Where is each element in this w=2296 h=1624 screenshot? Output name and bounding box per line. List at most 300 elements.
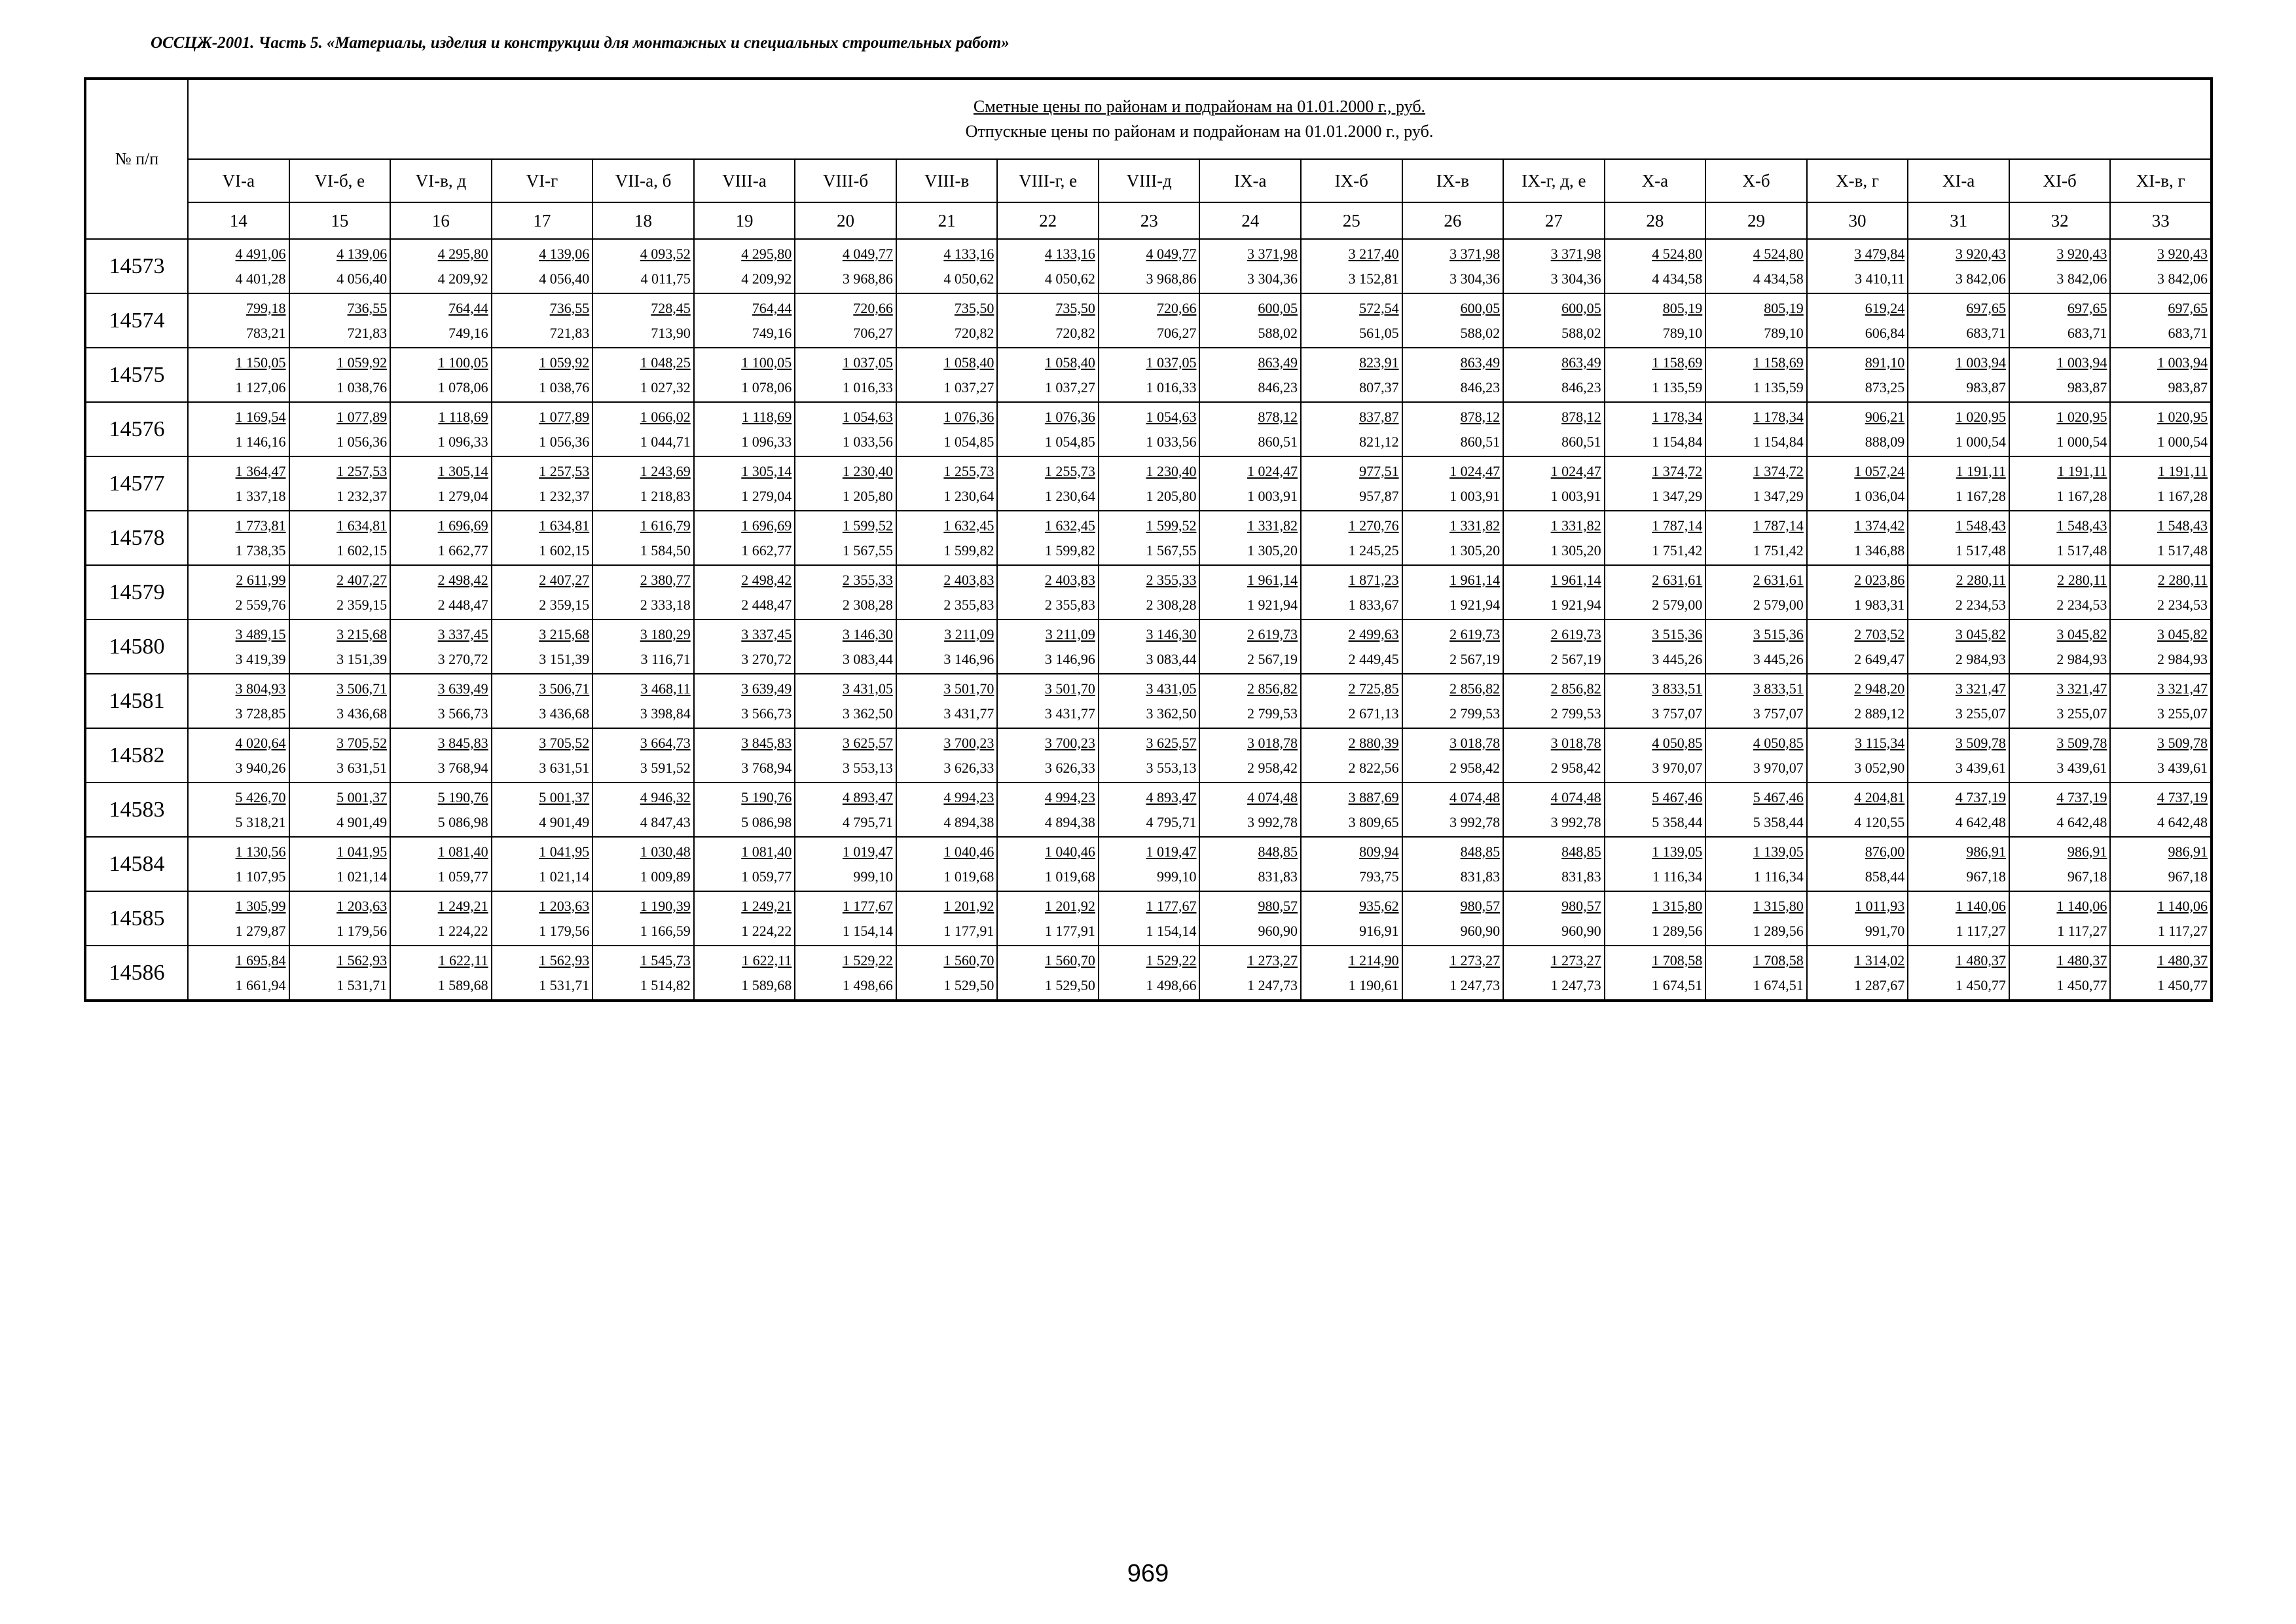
price-cell	[1099, 946, 1200, 1001]
estimate-price: 1 100,05	[437, 354, 488, 371]
price-cell	[795, 891, 896, 946]
estimate-price: 837,87	[1359, 408, 1399, 425]
release-price: 1 135,59	[1652, 378, 1703, 396]
release-price: 1 037,27	[1044, 378, 1095, 396]
price-cell	[2110, 946, 2212, 1001]
release-price: 3 436,68	[539, 705, 590, 722]
release-price: 1 003,91	[1247, 487, 1298, 504]
release-price: 1 000,54	[2157, 433, 2208, 450]
table-row	[85, 348, 2212, 402]
estimate-price: 1 622,11	[438, 951, 488, 969]
price-cell	[1199, 565, 1301, 619]
estimate-price: 3 920,43	[2157, 245, 2208, 262]
price-cell	[492, 619, 593, 674]
release-price: 3 968,86	[842, 270, 893, 287]
price-cell	[1199, 674, 1301, 728]
estimate-price: 2 498,42	[437, 571, 488, 588]
price-cell	[1503, 511, 1605, 565]
release-price: 821,12	[1359, 433, 1399, 450]
estimate-price: 3 625,57	[1146, 734, 1197, 751]
price-cell	[1099, 402, 1200, 456]
table-row	[85, 891, 2212, 946]
price-cell	[997, 348, 1099, 402]
release-price: 3 992,78	[1247, 813, 1298, 830]
release-price: 1 983,31	[1854, 596, 1905, 613]
release-price: 1 205,80	[842, 487, 893, 504]
estimate-price: 4 295,80	[437, 245, 488, 262]
price-cell	[896, 565, 998, 619]
release-price: 2 355,83	[943, 596, 994, 613]
region-header: VI-г	[492, 159, 593, 202]
price-cell	[1099, 293, 1200, 348]
estimate-price: 1 315,80	[1652, 897, 1703, 914]
estimate-price: 3 920,43	[2056, 245, 2107, 262]
price-cell	[2009, 891, 2111, 946]
price-cell	[1099, 837, 1200, 891]
estimate-price: 848,85	[1258, 843, 1298, 860]
release-price: 2 822,56	[1348, 759, 1399, 776]
price-cell	[1301, 619, 1402, 674]
release-price: 1 167,28	[2056, 487, 2107, 504]
price-cell	[289, 891, 391, 946]
release-price: 683,71	[2067, 324, 2107, 341]
release-price: 1 037,27	[943, 378, 994, 396]
release-price: 960,90	[1258, 922, 1298, 939]
estimate-price: 1 054,63	[842, 408, 893, 425]
release-price: 3 436,68	[337, 705, 388, 722]
release-price: 2 359,15	[539, 596, 590, 613]
estimate-price: 2 280,11	[2057, 571, 2107, 588]
release-price: 1 662,77	[741, 542, 792, 559]
release-price: 4 209,92	[741, 270, 792, 287]
price-cell	[896, 674, 998, 728]
release-price: 1 498,66	[842, 976, 893, 993]
release-price: 3 553,13	[1146, 759, 1197, 776]
estimate-price: 1 696,69	[741, 517, 792, 534]
release-price: 4 434,58	[1753, 270, 1804, 287]
estimate-price: 1 708,58	[1753, 951, 1804, 969]
column-number: 23	[1099, 202, 1200, 239]
price-cell	[1605, 239, 1706, 293]
release-price: 3 410,11	[1855, 270, 1905, 287]
price-cell	[592, 891, 694, 946]
price-cell	[2009, 783, 2111, 837]
estimate-price: 4 074,48	[1247, 788, 1298, 805]
estimate-price: 1 020,95	[1955, 408, 2006, 425]
release-price: 2 559,76	[235, 596, 286, 613]
estimate-price: 3 833,51	[1753, 680, 1804, 697]
table-row	[85, 402, 2212, 456]
price-cell	[492, 293, 593, 348]
price-cell	[1503, 946, 1605, 1001]
release-price: 1 016,33	[1146, 378, 1197, 396]
estimate-price: 1 314,02	[1854, 951, 1905, 969]
estimate-price: 3 887,69	[1348, 788, 1399, 805]
release-price: 3 992,78	[1550, 813, 1601, 830]
price-cell	[289, 728, 391, 783]
estimate-price: 1 190,39	[640, 897, 691, 914]
release-price: 2 448,47	[741, 596, 792, 613]
estimate-price: 3 664,73	[640, 734, 691, 751]
release-price: 1 305,20	[1247, 542, 1298, 559]
region-header: VI-в, д	[390, 159, 492, 202]
release-price: 1 347,29	[1753, 487, 1804, 504]
estimate-price: 3 515,36	[1652, 625, 1703, 642]
release-price: 1 589,68	[741, 976, 792, 993]
estimate-price: 2 631,61	[1652, 571, 1703, 588]
estimate-price: 1 040,46	[1044, 843, 1095, 860]
estimate-price: 572,54	[1359, 299, 1399, 316]
price-cell	[2009, 946, 2111, 1001]
release-price: 3 626,33	[1044, 759, 1095, 776]
table-row	[85, 511, 2212, 565]
estimate-price: 977,51	[1359, 462, 1399, 479]
release-price: 1 224,22	[741, 922, 792, 939]
row-code: 14573	[85, 239, 188, 293]
estimate-price: 2 403,83	[1044, 571, 1095, 588]
estimate-price: 3 180,29	[640, 625, 691, 642]
release-price: 3 151,39	[337, 650, 388, 667]
release-price: 4 894,38	[1044, 813, 1095, 830]
estimate-price: 1 257,53	[539, 462, 590, 479]
release-price: 561,05	[1359, 324, 1399, 341]
price-cell	[997, 891, 1099, 946]
price-cell	[1908, 456, 2009, 511]
price-cell	[390, 511, 492, 565]
estimate-price: 1 961,14	[1247, 571, 1298, 588]
estimate-price: 863,49	[1460, 354, 1501, 371]
price-cell	[1199, 891, 1301, 946]
release-price: 2 308,28	[842, 596, 893, 613]
estimate-price: 1 562,93	[337, 951, 388, 969]
estimate-price: 3 489,15	[235, 625, 286, 642]
price-cell	[390, 674, 492, 728]
estimate-price: 1 230,40	[1146, 462, 1197, 479]
release-price: 3 304,36	[1550, 270, 1601, 287]
release-price: 3 431,77	[1044, 705, 1095, 722]
row-number-header: № п/п	[85, 79, 188, 239]
price-cell	[390, 891, 492, 946]
release-price: 1 166,59	[640, 922, 691, 939]
price-cell	[694, 837, 795, 891]
release-price: 2 579,00	[1652, 596, 1703, 613]
column-number: 16	[390, 202, 492, 239]
row-code: 14585	[85, 891, 188, 946]
release-price: 1 921,94	[1247, 596, 1298, 613]
price-cell	[1503, 293, 1605, 348]
estimate-price: 2 498,42	[741, 571, 792, 588]
estimate-price: 1 118,69	[742, 408, 792, 425]
release-price: 1 059,77	[437, 868, 488, 885]
release-price: 3 255,07	[2157, 705, 2208, 722]
release-price: 831,83	[1561, 868, 1601, 885]
price-cell	[188, 456, 289, 511]
price-cell	[2009, 348, 2111, 402]
region-header: VIII-б	[795, 159, 896, 202]
estimate-price: 1 548,43	[1955, 517, 2006, 534]
price-cell	[1605, 348, 1706, 402]
column-number: 27	[1503, 202, 1605, 239]
estimate-price: 3 845,83	[741, 734, 792, 751]
estimate-price: 1 374,42	[1854, 517, 1905, 534]
estimate-price: 3 479,84	[1854, 245, 1905, 262]
estimate-price: 2 619,73	[1247, 625, 1298, 642]
estimate-price: 1 249,21	[437, 897, 488, 914]
release-price: 1 218,83	[640, 487, 691, 504]
release-price: 1 921,94	[1550, 596, 1601, 613]
price-cell	[1402, 946, 1504, 1001]
price-cell	[1199, 348, 1301, 402]
price-cell	[390, 728, 492, 783]
price-cell	[188, 674, 289, 728]
release-price: 916,91	[1359, 922, 1399, 939]
estimate-price: 4 737,19	[2157, 788, 2208, 805]
price-cell	[1705, 239, 1807, 293]
price-cell	[694, 511, 795, 565]
row-code: 14574	[85, 293, 188, 348]
release-price: 721,83	[347, 324, 388, 341]
release-price: 3 146,96	[943, 650, 994, 667]
release-price: 3 445,26	[1652, 650, 1703, 667]
estimate-price: 3 115,34	[1855, 734, 1905, 751]
estimate-price: 1 696,69	[437, 517, 488, 534]
row-code: 14575	[85, 348, 188, 402]
estimate-price: 3 705,52	[337, 734, 388, 751]
price-cell	[896, 348, 998, 402]
release-price: 1 531,71	[539, 976, 590, 993]
release-price: 1 289,56	[1652, 922, 1703, 939]
estimate-price: 1 961,14	[1449, 571, 1501, 588]
release-price: 2 889,12	[1854, 705, 1905, 722]
price-cell	[289, 402, 391, 456]
estimate-price: 1 632,45	[943, 517, 994, 534]
release-price: 720,82	[954, 324, 994, 341]
release-price: 1 179,56	[539, 922, 590, 939]
price-cell	[795, 348, 896, 402]
estimate-price: 3 146,30	[842, 625, 893, 642]
release-price: 2 234,53	[2056, 596, 2107, 613]
estimate-price: 3 217,40	[1348, 245, 1399, 262]
column-number: 20	[795, 202, 896, 239]
release-price: 846,23	[1561, 378, 1601, 396]
row-code: 14579	[85, 565, 188, 619]
estimate-price: 1 560,70	[1044, 951, 1095, 969]
release-price: 1 033,56	[842, 433, 893, 450]
price-cell	[1402, 511, 1504, 565]
price-cell	[1908, 674, 2009, 728]
row-code: 14582	[85, 728, 188, 783]
column-number: 19	[694, 202, 795, 239]
release-price: 4 120,55	[1854, 813, 1905, 830]
price-cell	[694, 674, 795, 728]
price-cell	[795, 728, 896, 783]
price-cell	[1099, 239, 1200, 293]
release-price: 1 019,68	[1044, 868, 1095, 885]
price-cell	[1199, 946, 1301, 1001]
release-price: 3 255,07	[2056, 705, 2107, 722]
release-price: 4 642,48	[1955, 813, 2006, 830]
price-cell	[1705, 456, 1807, 511]
price-cell	[1908, 946, 2009, 1001]
estimate-price: 3 509,78	[2056, 734, 2107, 751]
estimate-price: 1 257,53	[337, 462, 388, 479]
release-price: 749,16	[448, 324, 488, 341]
price-cell	[1705, 674, 1807, 728]
estimate-price: 5 001,37	[337, 788, 388, 805]
price-cell	[390, 837, 492, 891]
release-price: 1 305,20	[1550, 542, 1601, 559]
price-cell	[2009, 728, 2111, 783]
price-cell	[2110, 837, 2212, 891]
release-price: 3 842,06	[2157, 270, 2208, 287]
estimate-price: 1 331,82	[1449, 517, 1501, 534]
price-cell	[1605, 456, 1706, 511]
release-price: 1 135,59	[1753, 378, 1804, 396]
estimate-price: 980,57	[1460, 897, 1501, 914]
release-price: 5 358,44	[1753, 813, 1804, 830]
estimate-price: 1 634,81	[337, 517, 388, 534]
price-cell	[1301, 511, 1402, 565]
estimate-price: 1 011,93	[1855, 897, 1905, 914]
price-cell	[1605, 674, 1706, 728]
estimate-price: 3 018,78	[1449, 734, 1501, 751]
row-code: 14581	[85, 674, 188, 728]
estimate-price: 1 255,73	[1044, 462, 1095, 479]
estimate-price: 735,50	[954, 299, 994, 316]
release-price: 960,90	[1460, 922, 1501, 939]
estimate-price: 3 506,71	[539, 680, 590, 697]
estimate-price: 3 501,70	[1044, 680, 1095, 697]
release-price: 999,10	[853, 868, 893, 885]
price-cell	[795, 293, 896, 348]
price-cell	[1605, 565, 1706, 619]
price-cell	[1099, 891, 1200, 946]
estimate-price: 1 201,92	[943, 897, 994, 914]
estimate-price: 5 190,76	[741, 788, 792, 805]
price-cell	[795, 619, 896, 674]
release-price: 4 011,75	[640, 270, 691, 287]
price-cell	[1807, 619, 1908, 674]
estimate-price: 1 140,06	[1955, 897, 2006, 914]
column-number: 14	[188, 202, 289, 239]
estimate-price: 799,18	[246, 299, 286, 316]
price-cell	[492, 402, 593, 456]
release-price: 960,90	[1561, 922, 1601, 939]
release-price: 3 631,51	[539, 759, 590, 776]
estimate-price: 878,12	[1460, 408, 1501, 425]
price-cell	[492, 946, 593, 1001]
price-cell	[1605, 402, 1706, 456]
release-price: 957,87	[1359, 487, 1399, 504]
estimate-price: 1 616,79	[640, 517, 691, 534]
estimate-price: 1 480,37	[2056, 951, 2107, 969]
price-cell	[1099, 456, 1200, 511]
price-cell	[1908, 348, 2009, 402]
estimate-price: 3 705,52	[539, 734, 590, 751]
release-price: 2 359,15	[337, 596, 388, 613]
release-price: 1 224,22	[437, 922, 488, 939]
estimate-price: 1 708,58	[1652, 951, 1703, 969]
estimate-price: 2 380,77	[640, 571, 691, 588]
release-price: 873,25	[1865, 378, 1905, 396]
release-price: 1 289,56	[1753, 922, 1804, 939]
estimate-price: 4 737,19	[1955, 788, 2006, 805]
estimate-price: 736,55	[347, 299, 388, 316]
running-title: ОССЦЖ-2001. Часть 5. «Материалы, изделия и конструкции для монтажных и специальных строительных работ»	[151, 34, 1010, 52]
estimate-price: 1 066,02	[640, 408, 691, 425]
price-cell	[2110, 619, 2212, 674]
estimate-price: 3 515,36	[1753, 625, 1804, 642]
estimate-price: 3 215,68	[337, 625, 388, 642]
release-price: 606,84	[1865, 324, 1905, 341]
price-cell	[1503, 239, 1605, 293]
estimate-price: 4 049,77	[1146, 245, 1197, 262]
release-price: 3 728,85	[235, 705, 286, 722]
price-cell	[492, 511, 593, 565]
price-cell	[1402, 674, 1504, 728]
estimate-price: 4 139,06	[337, 245, 388, 262]
price-cell	[390, 946, 492, 1001]
price-cell	[694, 293, 795, 348]
estimate-price: 1 081,40	[741, 843, 792, 860]
price-cell	[390, 565, 492, 619]
release-price: 1 117,27	[1956, 922, 2006, 939]
price-cell	[1099, 783, 1200, 837]
region-header: IX-б	[1301, 159, 1402, 202]
release-price: 789,10	[1662, 324, 1703, 341]
estimate-price: 4 994,23	[1044, 788, 1095, 805]
estimate-price: 3 639,49	[437, 680, 488, 697]
price-cell	[1301, 456, 1402, 511]
price-cell	[592, 783, 694, 837]
estimate-price: 1 020,95	[2157, 408, 2208, 425]
estimate-price: 1 548,43	[2157, 517, 2208, 534]
estimate-price: 2 619,73	[1449, 625, 1501, 642]
price-cell	[592, 565, 694, 619]
price-cell	[1402, 456, 1504, 511]
price-cell	[694, 565, 795, 619]
estimate-price: 1 057,24	[1854, 462, 1905, 479]
estimate-price: 697,65	[1966, 299, 2006, 316]
estimate-price: 1 058,40	[943, 354, 994, 371]
price-cell	[694, 946, 795, 1001]
estimate-price: 3 146,30	[1146, 625, 1197, 642]
release-price: 1 167,28	[2157, 487, 2208, 504]
price-cell	[1199, 293, 1301, 348]
price-cell	[289, 783, 391, 837]
release-price: 2 449,45	[1348, 650, 1399, 667]
price-cell	[1503, 456, 1605, 511]
price-cell	[2009, 511, 2111, 565]
release-price: 1 674,51	[1753, 976, 1804, 993]
release-price: 4 056,40	[337, 270, 388, 287]
release-price: 3 152,81	[1348, 270, 1399, 287]
price-cell	[896, 837, 998, 891]
release-price: 1 205,80	[1146, 487, 1197, 504]
release-price: 1 054,85	[1044, 433, 1095, 450]
release-price: 713,90	[651, 324, 691, 341]
price-cell	[1705, 783, 1807, 837]
estimate-price: 1 273,27	[1247, 951, 1298, 969]
release-price: 1 517,48	[2056, 542, 2107, 559]
price-cell	[1199, 837, 1301, 891]
estimate-price: 2 611,99	[236, 571, 286, 588]
release-price: 1 154,14	[1146, 922, 1197, 939]
estimate-price: 3 431,05	[1146, 680, 1197, 697]
estimate-price: 1 599,52	[1146, 517, 1197, 534]
price-cell	[2009, 456, 2111, 511]
estimate-price: 3 018,78	[1247, 734, 1298, 751]
